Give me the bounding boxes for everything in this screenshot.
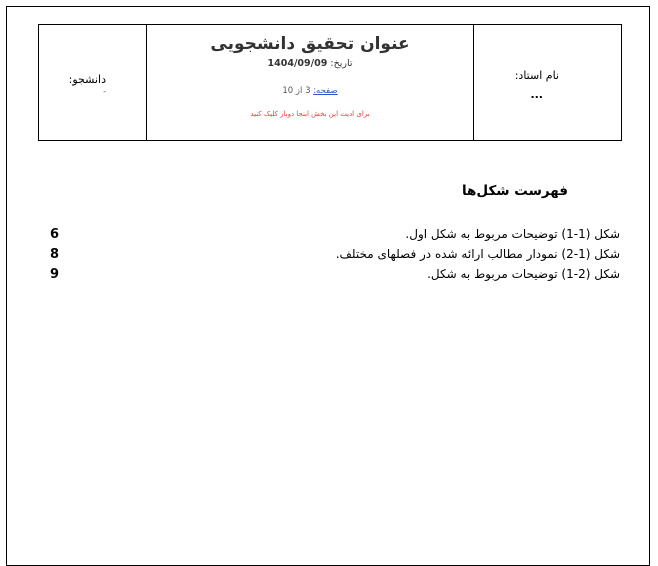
figure-page-number: 9	[50, 266, 60, 282]
list-item[interactable]	[50, 244, 620, 264]
student-value: -	[103, 87, 106, 96]
figure-caption: شکل (2-1) توضیحات مربوط به شکل.	[427, 267, 620, 281]
date-line	[147, 58, 473, 69]
page-line	[147, 86, 473, 96]
student-cell	[39, 25, 147, 140]
list-item[interactable]	[50, 264, 620, 284]
edit-hint: برای ادیت این بخش اینجا دوبار کلیک کنید	[250, 110, 370, 118]
page-value: 3 از 10	[282, 86, 311, 96]
figure-page-number: 8	[50, 246, 60, 262]
date-value: 1404/09/09	[267, 58, 328, 69]
figure-caption: شکل (1-1) توضیحات مربوط به شکل اول.	[405, 227, 620, 241]
page-label: صفحه:	[313, 86, 338, 96]
list-of-figures-title: فهرست شکل‌ها	[461, 183, 568, 199]
figure-page-number: 6	[50, 226, 60, 242]
document-title: عنوان تحقیق دانشجویی	[210, 34, 410, 54]
student-label: دانشجو:	[68, 73, 106, 86]
professor-label: نام استاد:	[514, 69, 559, 82]
date-label: تاریخ:	[330, 58, 353, 69]
professor-cell	[474, 25, 621, 140]
professor-value: ...	[530, 88, 543, 101]
title-cell[interactable]	[147, 25, 474, 140]
figures-list	[50, 224, 620, 284]
list-item[interactable]	[50, 224, 620, 244]
header-table[interactable]	[38, 24, 622, 141]
figure-caption: شکل (1-2) نمودار مطالب ارائه شده در فصلهای مختلف.	[335, 247, 620, 261]
